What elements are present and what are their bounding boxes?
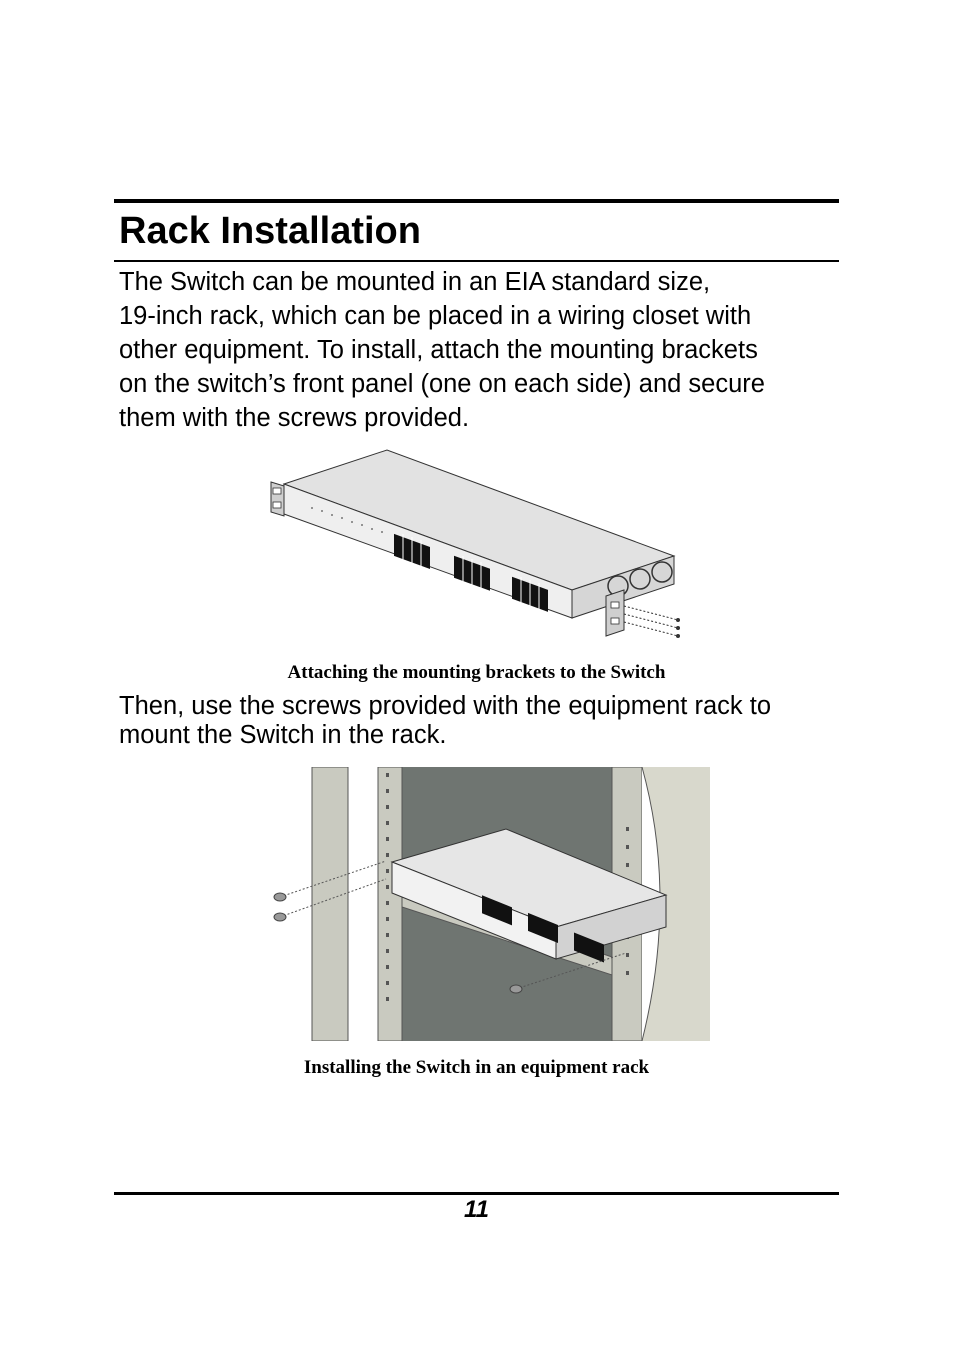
figure-caption: Attaching the mounting brackets to the Switch [287, 662, 666, 683]
paragraph-line: Then, use the screws provided with the equipment rack to [119, 692, 772, 720]
paragraph-line: The Switch can be mounted in an EIA standard size, [119, 268, 711, 296]
paragraph-line: mount the Switch in the rack. [119, 721, 447, 749]
rack-paragraph [119, 692, 844, 750]
intro-paragraph [119, 265, 839, 435]
footer-rule [114, 1192, 839, 1195]
page-number: 11 [464, 1196, 489, 1223]
switch-bracket-illustration [268, 448, 684, 650]
title-underline [114, 260, 839, 262]
section-title: Rack Installation [119, 210, 421, 252]
rack-install-illustration [266, 767, 710, 1041]
paragraph-line: other equipment. To install, attach the mounting brackets [119, 336, 758, 364]
paragraph-line: on the switch’s front panel (one on each side) and secure [119, 370, 765, 398]
figure-caption: Installing the Switch in an equipment rack [303, 1057, 650, 1078]
top-rule [114, 199, 839, 203]
paragraph-line: 19-inch rack, which can be placed in a wiring closet with [119, 302, 752, 330]
paragraph-line: them with the screws provided. [119, 404, 470, 432]
